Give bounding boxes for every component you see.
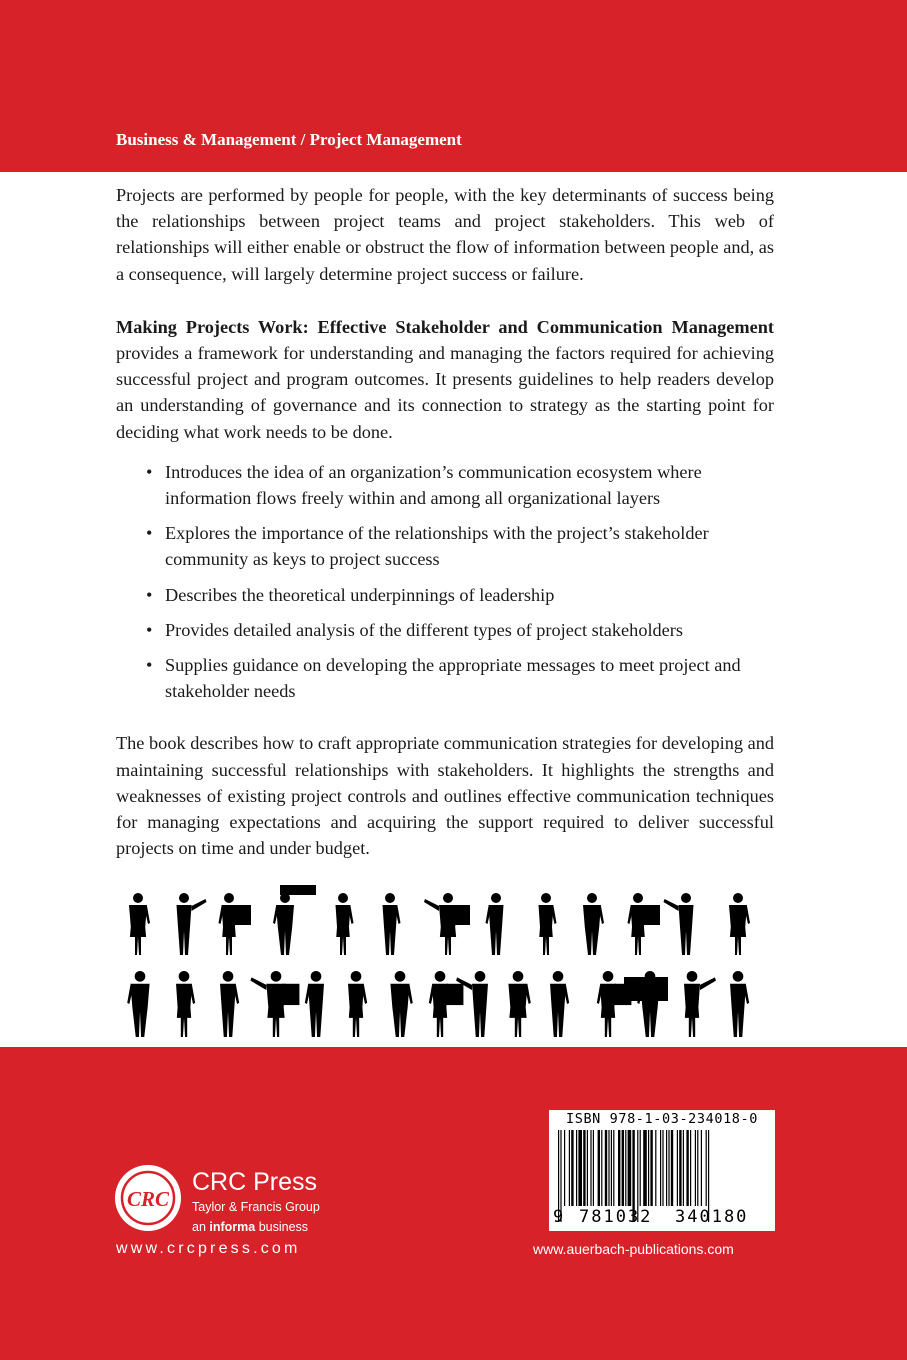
person-silhouette: [486, 893, 504, 955]
person-silhouette: [583, 893, 604, 955]
person-silhouette: [220, 971, 239, 1037]
isbn-barcode: [549, 1110, 775, 1231]
person-silhouette: [177, 893, 207, 955]
ean-digits-right: 340180: [675, 1207, 749, 1227]
ean-digit-first: 9: [553, 1207, 564, 1227]
crc-logo-text: CRC: [126, 1187, 170, 1211]
held-sign: [280, 885, 316, 895]
person-silhouette: [336, 893, 354, 955]
people-silhouettes-image: [118, 885, 778, 1040]
person-silhouette: [250, 971, 299, 1037]
person-silhouette: [127, 971, 149, 1037]
description-text: provides a framework for understanding and managing the factors required for achieving successful project and program outcomes. It presents guidelines to help readers develop an understanding of governance and its connection to strategy as the starting point for deciding what work needs to be done.: [116, 343, 774, 442]
feature-list: [116, 459, 774, 705]
person-silhouette: [539, 893, 557, 955]
person-silhouette: [305, 971, 324, 1037]
publisher-name: CRC Press: [192, 1168, 318, 1196]
person-silhouette: [273, 893, 294, 955]
person-silhouette: [176, 971, 195, 1037]
closing-paragraph: The book describes how to craft appropriate communication strategies for developing and maintaining successful relationships with stakeholders. It highlights the strengths and weaknesses of existing project controls and outlines effective communication techniques for managing expectations and acquiring the support required to deliver successful projects on time and under budget.: [116, 733, 774, 859]
isbn-label: ISBN 978-1-03-234018-0: [565, 1111, 758, 1127]
person-silhouette: [129, 893, 150, 955]
person-silhouette: [664, 893, 694, 955]
person-silhouette: [628, 893, 661, 955]
list-item: • Describes the theoretical underpinnings of leadership: [146, 582, 774, 608]
description-paragraph: [116, 314, 774, 445]
person-silhouette: [730, 971, 749, 1037]
list-item: • Introduces the idea of an organization’s communication ecosystem where information flows freely within and among all organizational layers: [146, 459, 774, 511]
person-silhouette: [390, 971, 412, 1037]
held-banner: [624, 977, 668, 1001]
publisher-group: Taylor & Francis Group: [192, 1200, 320, 1214]
publisher-url: www.crcpress.com: [116, 1240, 301, 1257]
person-silhouette: [729, 893, 750, 955]
list-item: • Provides detailed analysis of the different types of project stakeholders: [146, 617, 774, 643]
list-item: • Supplies guidance on developing the appropriate messages to meet project and stakeholder needs: [146, 652, 774, 704]
back-cover-text: [116, 182, 774, 861]
person-silhouette: [348, 971, 367, 1037]
ean-digits-left: 781032: [579, 1207, 653, 1227]
imprint-url: www.auerbach-publications.com: [533, 1241, 734, 1257]
person-silhouette: [383, 893, 401, 955]
intro-paragraph: Projects are performed by people for people, with the key determinants of success being the relationships between project teams and project stakeholders. This web of relationships will either enable or obstruct the flow of information between people and, as a consequence, will largely determine project success or failure.: [116, 185, 774, 284]
person-silhouette: [508, 971, 530, 1037]
category-label: Business & Management / Project Management: [116, 130, 462, 149]
person-silhouette: [684, 971, 716, 1037]
publisher-tagline: an informa business: [192, 1220, 309, 1234]
crc-logo-icon: [113, 1163, 183, 1233]
person-silhouette: [550, 971, 569, 1037]
book-title: Making Projects Work: Effective Stakeholder and Communication Management: [116, 316, 774, 337]
top-banner: [0, 0, 907, 172]
person-silhouette: [424, 893, 470, 955]
person-silhouette: [219, 893, 252, 955]
list-item: • Explores the importance of the relationships with the project’s stakeholder community as keys to project success: [146, 520, 774, 572]
